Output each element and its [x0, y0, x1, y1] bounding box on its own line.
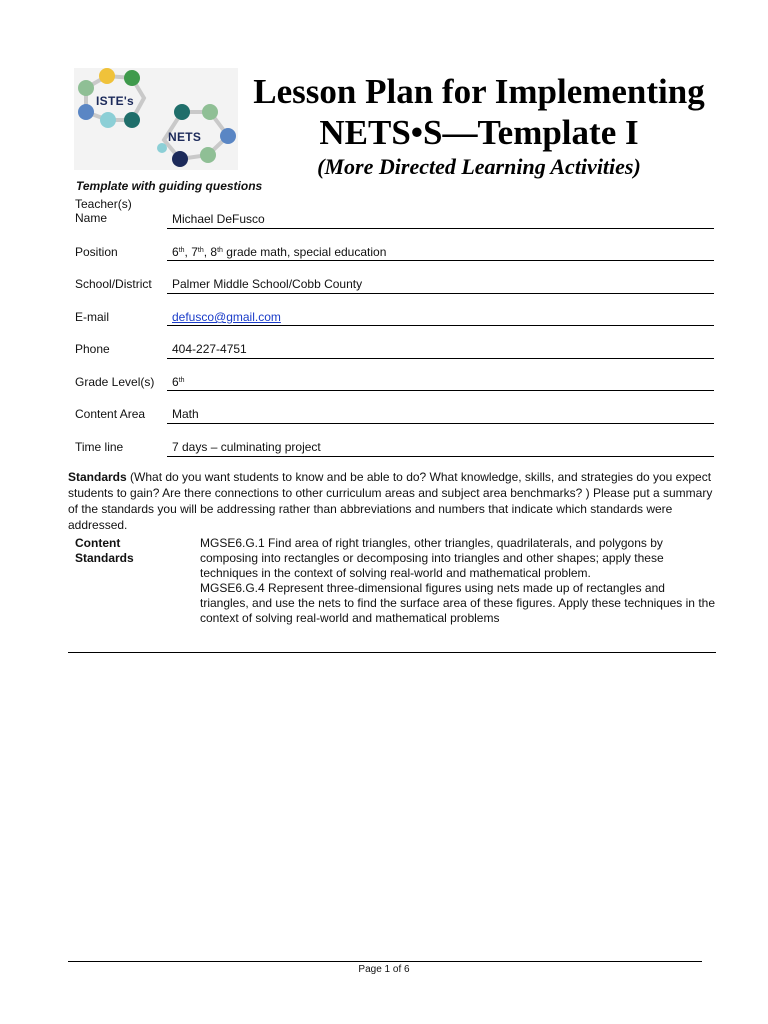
content-standards-label-line1: Content	[75, 536, 121, 550]
school-district-underline	[167, 293, 714, 294]
logo-text-nets: NETS	[168, 130, 202, 144]
standard-item-g4: MGSE6.G.4 Represent three-dimensional figures using nets made up of rectangles and triangles, and use the nets to find the surface area of these figures. Apply these techniques in the context of solving real-world and mathematical problems	[200, 581, 715, 625]
position-grade-3-suffix: th	[217, 247, 223, 254]
standards-heading: Standards	[68, 470, 127, 484]
content-area-label: Content Area	[75, 407, 146, 421]
grade-level-suffix: th	[178, 377, 185, 384]
position-grade-2: 7	[191, 245, 198, 259]
template-guiding-note: Template with guiding questions	[76, 179, 263, 193]
standard-item-g1: MGSE6.G.1 Find area of right triangles, other triangles, quadrilaterals, and polygons by composing into rectangles or decomposing into triangles and other shapes; apply these techniques in the context of solving real-world and mathematical problem.	[200, 536, 664, 580]
position-grade-1-suffix: th	[178, 247, 185, 254]
position-grade-2-suffix: th	[197, 247, 204, 254]
phone-value[interactable]: 404-227-4751	[172, 342, 247, 356]
logo-graphic	[74, 68, 238, 170]
timeline-value[interactable]: 7 days – culminating project	[172, 440, 321, 454]
content-standards-text[interactable]	[200, 536, 716, 626]
phone-underline	[167, 358, 714, 359]
position-separator-2: ,	[203, 245, 211, 259]
grade-level-underline	[167, 390, 714, 391]
teacher-name-value[interactable]: Michael DeFusco	[172, 212, 265, 226]
school-district-value[interactable]: Palmer Middle School/Cobb County	[172, 277, 363, 291]
teacher-name-label	[75, 197, 132, 225]
email-value[interactable]	[172, 310, 281, 324]
standards-question: (What do you want students to know and be able to do? What knowledge, skills, and strategies do you expect students to gain? Are there connections to other curriculum areas and subject area benchmarks? ) Please put a summary of the standards you will be addressing rather than abbreviations and numbers that indicate which standards were addressed.	[68, 470, 713, 532]
position-underline	[167, 260, 714, 261]
standards-intro	[68, 469, 716, 533]
position-grade-3: 8	[210, 245, 218, 259]
email-label: E-mail	[75, 310, 110, 324]
content-standards-label	[75, 536, 134, 566]
document-title-line2: NETS•S—Template I	[319, 113, 639, 152]
position-value[interactable]	[172, 245, 386, 259]
teacher-name-underline	[167, 228, 714, 229]
position-description: grade math, special education	[222, 245, 387, 259]
grade-level-number: 6	[172, 375, 179, 389]
position-label: Position	[75, 245, 118, 259]
standards-bottom-divider	[68, 652, 716, 653]
logo-text-istes: ISTE's	[96, 94, 134, 108]
phone-label: Phone	[75, 342, 110, 356]
iste-nets-logo	[74, 68, 238, 170]
teacher-label-line2: Name	[75, 211, 108, 225]
school-district-label: School/District	[75, 277, 152, 291]
position-separator-1: ,	[184, 245, 192, 259]
grade-level-value[interactable]	[172, 375, 185, 389]
email-link[interactable]: defusco@gmail.com	[172, 310, 281, 324]
timeline-underline	[167, 456, 714, 457]
position-grade-1: 6	[172, 245, 179, 259]
content-standards-label-line2: Standards	[75, 551, 134, 565]
email-underline	[167, 325, 714, 326]
footer-divider	[68, 961, 702, 962]
page-number: Page 1 of 6	[358, 964, 410, 975]
timeline-label: Time line	[75, 440, 124, 454]
grade-level-label: Grade Level(s)	[75, 375, 155, 389]
content-area-value[interactable]: Math	[172, 407, 199, 421]
teacher-label-line1: Teacher(s)	[75, 197, 132, 211]
document-subtitle: (More Directed Learning Activities)	[317, 154, 641, 179]
document-title-line1: Lesson Plan for Implementing	[253, 72, 705, 111]
content-area-underline	[167, 423, 714, 424]
